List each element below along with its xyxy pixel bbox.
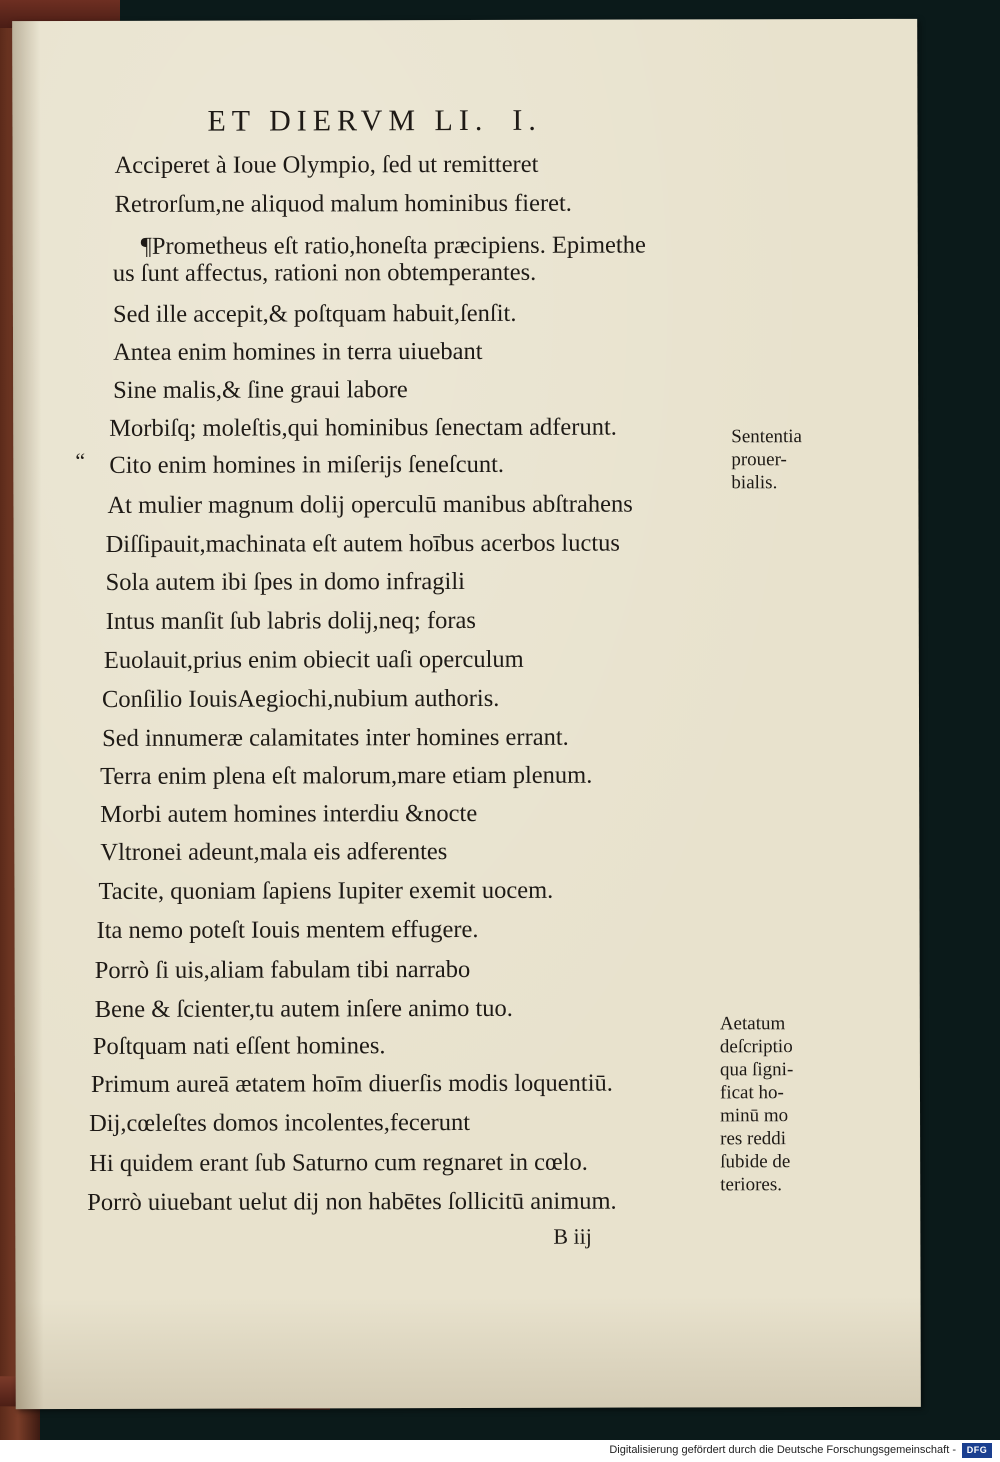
commentary-line: us ſunt affectus, rationi non obtemperantes. [112, 258, 537, 287]
verse-line: Hi quidem erant ſub Saturno cum regnaret in cœlo. [89, 1148, 588, 1177]
marginal-note-line: prouer- [731, 449, 787, 471]
verse-line: Poſtquam nati eſſent homines. [92, 1032, 386, 1060]
verse-line: Retrorſum,ne aliquod malum hominibus fieret. [114, 189, 572, 218]
marginal-note-line: res reddi [720, 1128, 787, 1150]
marginal-note [720, 1012, 794, 1196]
verse-line: Sed ille accepit,& poſtquam habuit,ſenſit. [112, 299, 517, 328]
folio-number: I. [512, 103, 542, 137]
book-page [12, 19, 921, 1409]
verse-line: At mulier magnum dolij operculū manibus abſtrahens [107, 490, 633, 519]
running-head [207, 104, 541, 139]
marginal-note [731, 425, 802, 494]
verse-line: Diſſipauit,machinata eſt autem hoībus acerbos luctus [105, 529, 620, 558]
verse-line: Sed innumeræ calamitates inter homines errant. [102, 723, 569, 752]
page-content [12, 19, 921, 1409]
verse-line: Acciperet à Ioue Olympio, ſed ut remitteret [114, 150, 539, 179]
marginal-note-line: deſcriptio [719, 1036, 793, 1058]
footer-bar [0, 1440, 1000, 1462]
verse-line: Dij,cœleſtes domos incolentes,fecerunt [89, 1108, 471, 1137]
verse-line: Morbi autem homines interdiu &nocte [100, 799, 478, 828]
marginal-note-line: Aetatum [719, 1013, 786, 1035]
marginal-note-line: ficat ho- [719, 1082, 784, 1104]
verse-line: Antea enim homines in terra uiuebant [113, 337, 483, 366]
quotation-mark: “ [75, 447, 86, 474]
verse-line: Primum aureā ætatem hoīm diuerſis modis loquentiū. [90, 1069, 613, 1098]
marginal-note-line: ſubide de [720, 1151, 791, 1173]
commentary-line: ¶Prometheus eſt ratio,honeſta præcipiens. Epimethe [140, 231, 646, 260]
verse-line: Terra enim plena eſt malorum,mare etiam plenum. [100, 761, 593, 790]
verse-line: Intus manſit ſub labris dolij,neq; foras [105, 606, 476, 635]
funding-note: Digitalisierung gefördert durch die Deutsche Forschungsgemeinschaft - [609, 1444, 956, 1456]
verse-line: Sine malis,& ſine graui labore [113, 376, 408, 404]
marginal-note-line: minū mo [720, 1105, 789, 1127]
dfg-logo-icon: DFG [962, 1443, 992, 1458]
verse-line: Morbiſq; moleſtis,qui hominibus ſenectam adferunt. [109, 413, 617, 442]
marginal-note-line: qua ſigni- [719, 1059, 794, 1081]
verse-line: Ita nemo poteſt Iouis mentem effugere. [96, 915, 479, 944]
verse-line: Porrò ſi uis,aliam fabulam tibi narrabo [94, 955, 471, 984]
verse-line: Bene & ſcienter,tu autem inſere animo tuo. [94, 994, 513, 1023]
marginal-note-line: bialis. [731, 472, 778, 494]
verse-line: Sola autem ibi ſpes in domo infragili [105, 568, 465, 596]
verse-line: Conſilio IouisAegiochi,nubium authoris. [101, 684, 500, 713]
marginal-note-line: teriores. [720, 1174, 782, 1196]
verse-line: Cito enim homines in miſerijs ſeneſcunt. [109, 450, 505, 479]
verse-line: Tacite, quoniam ſapiens Iupiter exemit uocem. [98, 876, 554, 905]
verse-line: Porrò uiuebant uelut dij non habētes ſollicitū animum. [87, 1187, 617, 1216]
verse-line: Vltronei adeunt,mala eis adferentes [100, 838, 448, 866]
marginal-note-line: Sententia [731, 426, 803, 448]
running-head-title: ET DIERVM LI. [207, 103, 489, 138]
signature-mark: B iij [553, 1223, 592, 1249]
verse-line: Euolauit,prius enim obiecit uaſi operculum [103, 645, 524, 674]
